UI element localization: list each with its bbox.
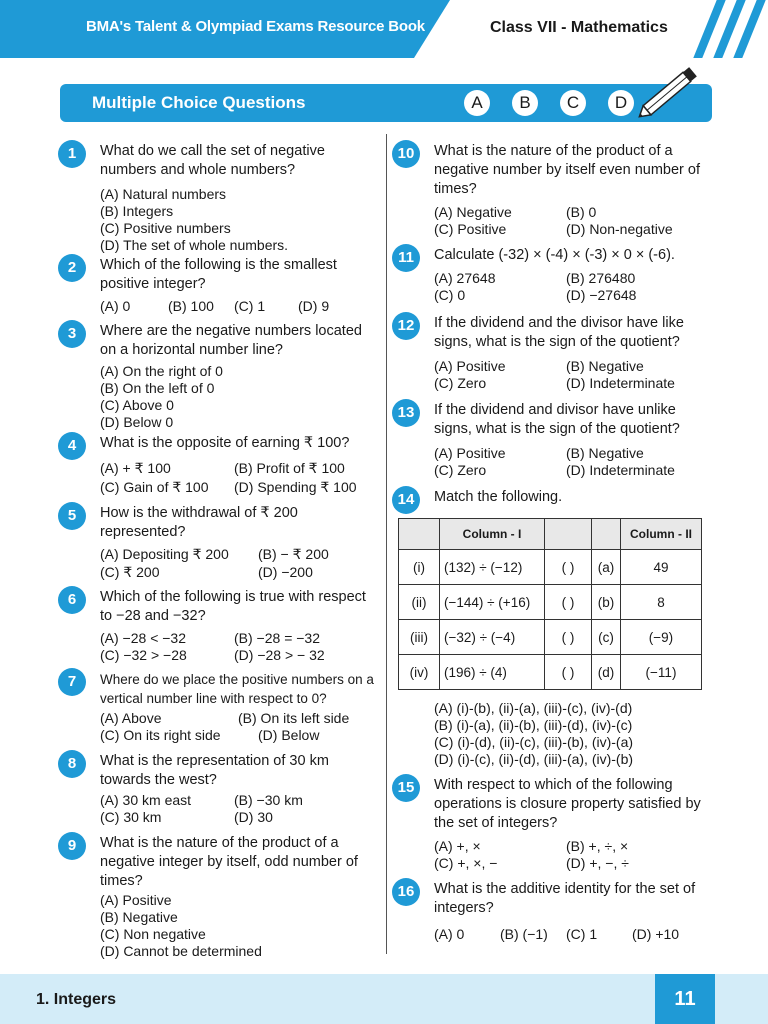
option: (B) +, ÷, × — [566, 838, 629, 854]
option: (A) Above — [100, 710, 162, 726]
question-number: 11 — [392, 244, 420, 272]
table-cell: (a) — [592, 550, 621, 585]
option: (D) −28 > − 32 — [234, 647, 325, 663]
table-cell: (ii) — [399, 585, 440, 620]
option: (C) (i)-(d), (ii)-(c), (iii)-(b), (iv)-(a) — [434, 734, 634, 750]
question-text: What is the representation of 30 km towards the west? — [100, 753, 329, 788]
table-row — [399, 620, 702, 655]
option: (D) −200 — [258, 564, 313, 580]
chapter-title: 1. Integers — [36, 991, 117, 1008]
table-cell: (b) — [592, 585, 621, 620]
option: (C) Above 0 — [100, 397, 174, 413]
question-text: What is the opposite of earning ₹ 100? — [100, 435, 350, 451]
question-text: How is the withdrawal of ₹ 200 represented? — [100, 505, 298, 540]
table-cell: (i) — [399, 550, 440, 585]
question-number: 5 — [58, 502, 86, 530]
question-number: 8 — [58, 750, 86, 778]
table-cell: (−11) — [621, 655, 702, 690]
header-cell — [399, 519, 440, 550]
page-footer — [0, 974, 768, 1024]
option: (B) 100 — [168, 298, 214, 314]
question-number: 13 — [392, 399, 420, 427]
answer-blank: ( ) — [545, 550, 592, 585]
question-number: 7 — [58, 668, 86, 696]
option: (C) +, ×, − — [434, 855, 498, 871]
page-header — [0, 0, 768, 58]
option: (C) −32 > −28 — [100, 647, 187, 663]
option: (A) 0 — [100, 298, 131, 314]
option: (D) −27648 — [566, 287, 637, 303]
question-text: Match the following. — [434, 489, 563, 505]
option: (A) Positive — [434, 445, 506, 461]
option: (B) Negative — [100, 909, 178, 925]
option: (B) Negative — [566, 445, 644, 461]
option: (C) Gain of ₹ 100 — [100, 479, 209, 495]
option: (B) Integers — [100, 203, 174, 219]
option: (C) Positive numbers — [100, 220, 231, 236]
option-circle-b: B — [512, 90, 538, 116]
option: (B) − ₹ 200 — [258, 546, 329, 562]
question-number: 2 — [58, 254, 86, 282]
option: (C) 30 km — [100, 809, 162, 825]
option: (B) 0 — [566, 204, 597, 220]
subject-title: Class VII - Mathematics — [490, 19, 668, 36]
column-divider — [386, 134, 387, 954]
question-number: 4 — [58, 432, 86, 460]
option: (A) Positive — [434, 358, 506, 374]
question-number: 1 — [58, 140, 86, 168]
option: (C) 1 — [234, 298, 266, 314]
answer-blank: ( ) — [545, 620, 592, 655]
question-number: 9 — [58, 832, 86, 860]
mcq-heading-bar — [60, 84, 712, 122]
match-table — [398, 518, 702, 690]
question-text: With respect to which of the following operations is closure property satisfied by the set of integers? — [434, 777, 701, 831]
question-text: Which of the following is the smallest positive integer? — [100, 257, 337, 292]
table-cell: (d) — [592, 655, 621, 690]
question-number: 12 — [392, 312, 420, 340]
table-cell: (−9) — [621, 620, 702, 655]
table-cell: (132) ÷ (−12) — [440, 550, 545, 585]
option: (A) Depositing ₹ 200 — [100, 546, 229, 562]
option: (A) On the right of 0 — [100, 363, 223, 379]
table-cell: 8 — [621, 585, 702, 620]
option: (A) Positive — [100, 892, 172, 908]
option: (D) Non-negative — [566, 221, 673, 237]
option: (B) Profit of ₹ 100 — [234, 460, 345, 476]
option: (A) +, × — [434, 838, 481, 854]
table-cell: (196) ÷ (4) — [440, 655, 545, 690]
option: (C) 1 — [566, 926, 598, 942]
table-row — [399, 585, 702, 620]
option: (B) −28 = −32 — [234, 630, 321, 646]
header-cell: Column - II — [621, 519, 702, 550]
option: (B) On its left side — [238, 710, 350, 726]
header-cell — [545, 519, 592, 550]
option: (C) ₹ 200 — [100, 564, 160, 580]
option: (D) 30 — [234, 809, 273, 825]
option-circle-d: D — [608, 90, 634, 116]
answer-blank: ( ) — [545, 585, 592, 620]
option: (D) +10 — [632, 926, 680, 942]
question-number: 15 — [392, 774, 420, 802]
table-cell: (−144) ÷ (+16) — [440, 585, 545, 620]
option: (D) Cannot be determined — [100, 943, 262, 959]
option: (D) Spending ₹ 100 — [234, 479, 357, 495]
table-cell: (iii) — [399, 620, 440, 655]
header-cell — [592, 519, 621, 550]
option: (D) Below 0 — [100, 414, 174, 430]
question-text: If the dividend and the divisor have like signs, what is the sign of the quotient? — [434, 315, 684, 350]
question-number: 14 — [392, 486, 420, 514]
answer-blank: ( ) — [545, 655, 592, 690]
option: (A) 27648 — [434, 270, 496, 286]
question-text: Where do we place the positive numbers on a vertical number line with respect to 0? — [100, 672, 374, 706]
option: (A) 30 km east — [100, 792, 192, 808]
option: (C) Positive — [434, 221, 507, 237]
option: (D) (i)-(c), (ii)-(d), (iii)-(a), (iv)-(b) — [434, 751, 634, 767]
option: (D) Indeterminate — [566, 462, 675, 478]
option: (C) Zero — [434, 375, 487, 391]
option-circle-a: A — [464, 90, 490, 116]
option: (B) (−1) — [500, 926, 548, 942]
book-title: BMA's Talent & Olympiad Exams Resource Book — [86, 18, 425, 35]
pencil-icon — [630, 58, 710, 124]
table-cell: 49 — [621, 550, 702, 585]
option-circle-c: C — [560, 90, 586, 116]
question-text: What is the additive identity for the set of integers? — [434, 881, 696, 916]
question-number: 16 — [392, 878, 420, 906]
page-number: 11 — [655, 974, 715, 1024]
option: (C) Non negative — [100, 926, 206, 942]
question-text: What do we call the set of negative numbers and whole numbers? — [100, 143, 325, 178]
option: (D) 9 — [298, 298, 330, 314]
option: (D) Below — [258, 727, 320, 743]
table-row — [399, 655, 702, 690]
option: (B) 276480 — [566, 270, 636, 286]
table-cell: (c) — [592, 620, 621, 655]
option: (B) (i)-(a), (ii)-(b), (iii)-(d), (iv)-(c) — [434, 717, 633, 733]
option: (A) Negative — [434, 204, 512, 220]
question-number: 3 — [58, 320, 86, 348]
option: (C) Zero — [434, 462, 487, 478]
question-text: If the dividend and divisor have unlike signs, what is the sign of the quotient? — [434, 402, 680, 437]
option: (A) 0 — [434, 926, 465, 942]
header-cell: Column - I — [440, 519, 545, 550]
question-text: Calculate (-32) × (-4) × (-3) × 0 × (-6). — [434, 247, 675, 263]
option: (A) (i)-(b), (ii)-(a), (iii)-(c), (iv)-(d) — [434, 700, 633, 716]
option: (D) +, −, ÷ — [566, 855, 629, 871]
mcq-title: Multiple Choice Questions — [92, 93, 306, 112]
table-cell: (iv) — [399, 655, 440, 690]
option: (C) On its right side — [100, 727, 221, 743]
option: (D) The set of whole numbers. — [100, 237, 289, 253]
question-text: What is the nature of the product of a negative integer by itself, odd number of times? — [100, 835, 358, 889]
option: (A) −28 < −32 — [100, 630, 187, 646]
question-number: 10 — [392, 140, 420, 168]
option: (B) On the left of 0 — [100, 380, 215, 396]
question-number: 6 — [58, 586, 86, 614]
option: (D) Indeterminate — [566, 375, 675, 391]
option: (A) + ₹ 100 — [100, 460, 171, 476]
table-cell: (−32) ÷ (−4) — [440, 620, 545, 655]
option: (C) 0 — [434, 287, 466, 303]
option: (B) Negative — [566, 358, 644, 374]
question-text: What is the nature of the product of a negative number by itself even number of times? — [434, 143, 700, 197]
match-header-row — [399, 519, 702, 550]
option: (B) −30 km — [234, 792, 303, 808]
option: (A) Natural numbers — [100, 186, 227, 202]
question-text: Which of the following is true with respect to −28 and −32? — [100, 589, 366, 624]
question-text: Where are the negative numbers located on a horizontal number line? — [100, 323, 362, 358]
table-row — [399, 550, 702, 585]
